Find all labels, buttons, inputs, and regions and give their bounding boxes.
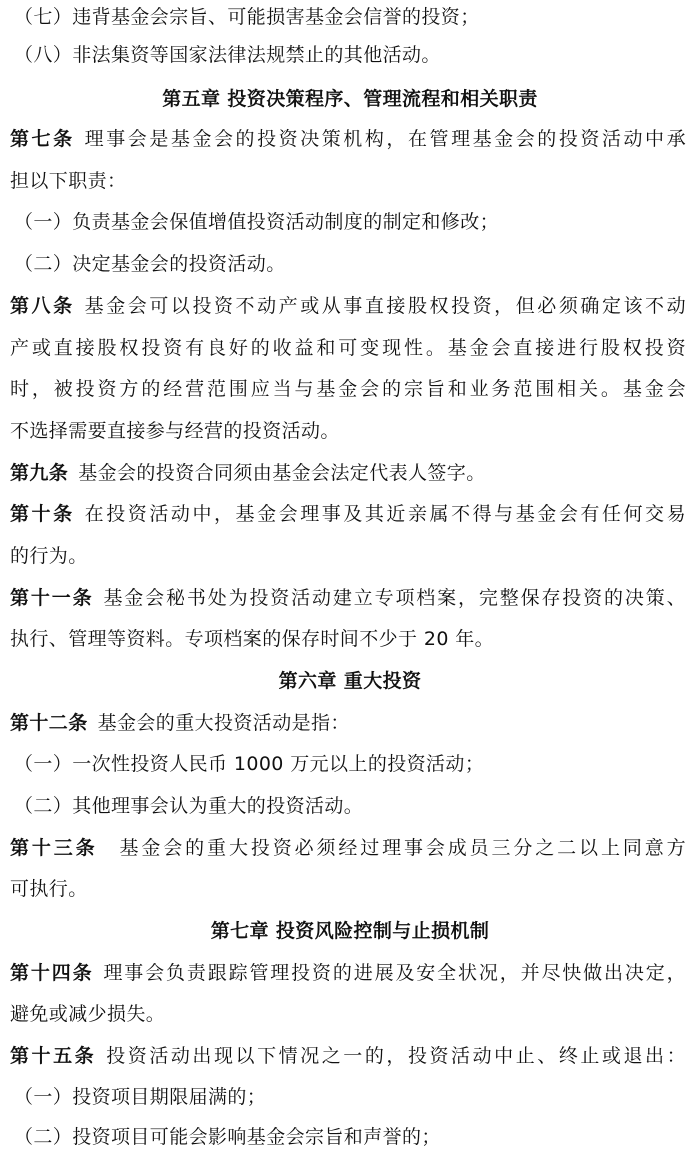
article-text: 基金会的重大投资必须经过理事会成员三分之二以上同意方 (119, 837, 686, 859)
article-text: 基金会可以投资不动产或从事直接股权投资，但必须确定该不动 (84, 295, 687, 317)
article-label: 第十二条 (10, 712, 88, 734)
list-item: （二）决定基金会的投资活动。 (14, 253, 286, 275)
article-label: 第十三条 (10, 837, 98, 859)
article-text: 在投资活动中，基金会理事及其近亲属不得与基金会有任何交易 (84, 503, 687, 525)
article-13 (10, 835, 686, 861)
list-item: （一）负责基金会保值增值投资活动制度的制定和修改； (14, 211, 500, 233)
article-text: 不选择需要直接参与经营的投资活动。 (10, 420, 340, 442)
article-7 (10, 126, 686, 152)
article-10 (10, 501, 686, 527)
list-item: （二）投资项目可能会影响基金会宗旨和声誉的； (14, 1126, 441, 1148)
list-item: （八）非法集资等国家法律法规禁止的其他活动。 (14, 44, 441, 66)
article-11 (10, 585, 686, 611)
article-text: 基金会秘书处为投资活动建立专项档案，完整保存投资的决策、 (103, 587, 686, 609)
article-label: 第十五条 (10, 1045, 97, 1067)
article-text: 基金会的投资合同须由基金会法定代表人签字。 (78, 462, 486, 484)
article-text: 理事会负责跟踪管理投资的进展及安全状况，并尽快做出决定， (103, 962, 686, 984)
list-item: （二）其他理事会认为重大的投资活动。 (14, 795, 364, 817)
article-label: 第九条 (10, 462, 69, 484)
article-8 (10, 293, 686, 319)
article-text: 可执行。 (10, 878, 88, 900)
article-text: 时，被投资方的经营范围应当与基金会的宗旨和业务范围相关。基金会 (10, 378, 686, 400)
list-item: （一）投资项目期限届满的； (14, 1086, 267, 1108)
list-item: （一）一次性投资人民币 1000 万元以上的投资活动； (14, 753, 485, 775)
chapter-heading: 第五章 投资决策程序、管理流程和相关职责 (162, 88, 538, 110)
article-text: 投资活动出现以下情况之一的，投资活动中止、终止或退出： (106, 1045, 686, 1067)
article-text: 基金会的重大投资活动是指： (97, 712, 350, 734)
article-9 (10, 460, 686, 486)
article-12 (10, 710, 686, 736)
list-item: （七）违背基金会宗旨、可能损害基金会信誉的投资； (14, 6, 480, 28)
chapter-heading: 第七章 投资风险控制与止损机制 (210, 920, 490, 942)
article-text: 担以下职责： (10, 170, 127, 192)
article-label: 第十一条 (10, 587, 94, 609)
article-14 (10, 960, 686, 986)
article-15 (10, 1043, 686, 1069)
article-label: 第十四条 (10, 962, 94, 984)
article-text: 产或直接股权投资有良好的收益和可变现性。基金会直接进行股权投资 (10, 337, 686, 359)
article-text: 避免或减少损失。 (10, 1003, 166, 1025)
article-label: 第七条 (10, 128, 75, 150)
article-text: 执行、管理等资料。专项档案的保存时间不少于 20 年。 (10, 628, 495, 650)
chapter-heading: 第六章 重大投资 (278, 670, 422, 692)
article-label: 第十条 (10, 503, 75, 525)
article-label: 第八条 (10, 295, 75, 317)
article-text: 理事会是基金会的投资决策机构，在管理基金会的投资活动中承 (84, 128, 687, 150)
article-text: 的行为。 (10, 545, 88, 567)
